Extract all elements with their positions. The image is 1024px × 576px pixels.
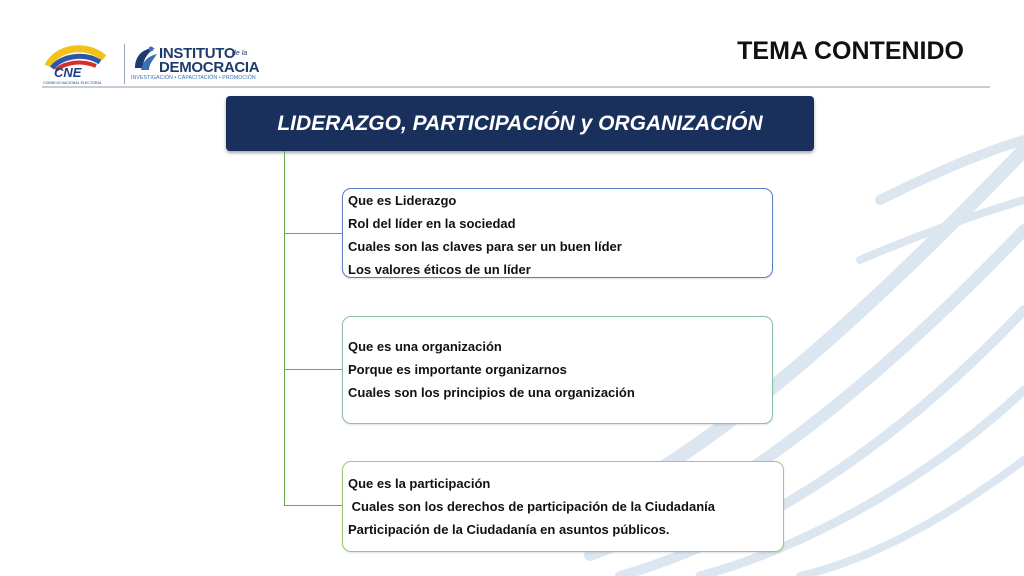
logo-divider [124,44,125,84]
list-item: Participación de la Ciudadanía en asuntos públicos. [348,522,670,537]
organizacion-topics-box [342,316,773,424]
header-divider [42,86,990,88]
instituto-logo-line2: DEMOCRACIA [159,59,260,76]
list-item: Rol del líder en la sociedad [348,216,516,231]
tree-branch-connector-2 [284,369,344,370]
cne-logo-subtitle: CONSEJO NACIONAL ELECTORAL [43,81,102,85]
tree-branch-connector-1 [284,233,344,234]
instituto-logo-line1: INSTITUTO [159,45,236,62]
instituto-democracia-logo [131,44,271,86]
instituto-logo-tagline: INVESTIGACIÓN • CAPACITACIÓN • PROMOCIÓN [131,75,256,81]
participacion-topics-box [342,461,784,552]
cne-logo-text: CNE [54,65,82,80]
list-item: Cuales son los principios de una organización [348,385,635,400]
tree-vertical-connector [284,151,285,506]
page-title: TEMA CONTENIDO [737,37,964,65]
list-item: Cuales son las claves para ser un buen líder [348,239,622,254]
list-item: Los valores éticos de un líder [348,262,531,277]
instituto-emblem-icon [131,44,158,74]
cne-logo [42,44,117,86]
list-item: Que es una organización [348,339,502,354]
list-item: Que es la participación [348,476,491,491]
liderazgo-topics-box [342,188,773,278]
list-item: Que es Liderazgo [348,193,457,208]
list-item: Porque es importante organizarnos [348,362,567,377]
main-topic-title: LIDERAZGO, PARTICIPACIÓN y ORGANIZACIÓN [226,96,814,151]
tree-branch-connector-3 [284,505,344,506]
list-item: Cuales son los derechos de participación de la Ciudadanía [348,499,715,514]
instituto-logo-dela: de la [232,50,248,57]
